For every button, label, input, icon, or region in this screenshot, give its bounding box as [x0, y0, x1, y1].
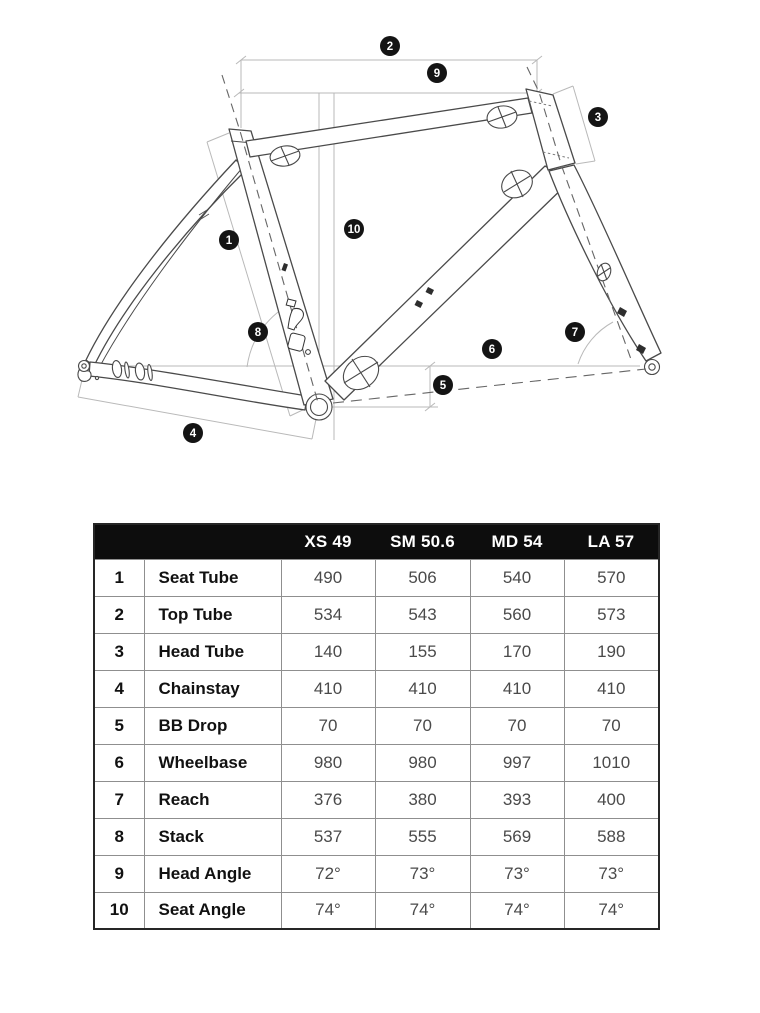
dimension-label: Head Angle [144, 855, 281, 892]
svg-text:8: 8 [254, 327, 262, 340]
value-cell: 980 [281, 744, 375, 781]
row-number: 3 [94, 633, 144, 670]
value-cell: 74° [281, 892, 375, 929]
callout-6 [482, 339, 502, 359]
bottom-bracket-inner [311, 399, 328, 416]
value-cell: 410 [470, 670, 564, 707]
callout-7 [565, 322, 585, 342]
dimension-label: Top Tube [144, 596, 281, 633]
header-size-md: MD 54 [470, 524, 564, 559]
table-header [94, 524, 659, 559]
value-cell: 70 [564, 707, 659, 744]
value-cell: 410 [375, 670, 470, 707]
value-cell: 980 [375, 744, 470, 781]
row-number: 1 [94, 559, 144, 596]
value-cell: 490 [281, 559, 375, 596]
table-row [94, 707, 659, 744]
table-row [94, 744, 659, 781]
dimension-label: Stack [144, 818, 281, 855]
row-number: 8 [94, 818, 144, 855]
frame-diagram [0, 0, 760, 505]
svg-text:10: 10 [347, 224, 361, 237]
header-size-sm: SM 50.6 [375, 524, 470, 559]
row-number: 7 [94, 781, 144, 818]
rear-axle [82, 364, 86, 368]
value-cell: 74° [470, 892, 564, 929]
header-size-xs: XS 49 [281, 524, 375, 559]
table-row [94, 559, 659, 596]
dimension-label: Wheelbase [144, 744, 281, 781]
callout-1 [219, 230, 239, 250]
value-cell: 588 [564, 818, 659, 855]
value-cell: 70 [281, 707, 375, 744]
table-row [94, 855, 659, 892]
header-blank-label [144, 524, 281, 559]
table-row [94, 781, 659, 818]
value-cell: 73° [375, 855, 470, 892]
svg-text:5: 5 [439, 380, 447, 393]
value-cell: 155 [375, 633, 470, 670]
value-cell: 190 [564, 633, 659, 670]
value-cell: 140 [281, 633, 375, 670]
table-row [94, 596, 659, 633]
value-cell: 537 [281, 818, 375, 855]
seat-stay [86, 160, 246, 366]
svg-text:1: 1 [225, 235, 233, 248]
callout-10 [344, 219, 364, 239]
dimension-label: Seat Angle [144, 892, 281, 929]
value-cell: 560 [470, 596, 564, 633]
row-number: 4 [94, 670, 144, 707]
value-cell: 376 [281, 781, 375, 818]
row-number: 5 [94, 707, 144, 744]
svg-text:6: 6 [488, 344, 496, 357]
value-cell: 410 [564, 670, 659, 707]
svg-text:9: 9 [433, 68, 441, 81]
hanger-bolt [95, 376, 98, 379]
row-number: 2 [94, 596, 144, 633]
value-cell: 997 [470, 744, 564, 781]
dimension-label: Head Tube [144, 633, 281, 670]
value-cell: 400 [564, 781, 659, 818]
value-cell: 393 [470, 781, 564, 818]
callout-3 [588, 107, 608, 127]
callout-5 [433, 375, 453, 395]
header-size-la: LA 57 [564, 524, 659, 559]
row-number: 10 [94, 892, 144, 929]
value-cell: 555 [375, 818, 470, 855]
value-cell: 1010 [564, 744, 659, 781]
table-row [94, 818, 659, 855]
geometry-table [93, 523, 660, 930]
row-number: 6 [94, 744, 144, 781]
value-cell: 74° [564, 892, 659, 929]
header-row [94, 524, 659, 559]
value-cell: 506 [375, 559, 470, 596]
dimension-label: Seat Tube [144, 559, 281, 596]
value-cell: 534 [281, 596, 375, 633]
value-cell: 74° [375, 892, 470, 929]
row-number: 9 [94, 855, 144, 892]
dimension-label: Chainstay [144, 670, 281, 707]
value-cell: 70 [470, 707, 564, 744]
value-cell: 543 [375, 596, 470, 633]
front-axle [649, 364, 655, 370]
value-cell: 380 [375, 781, 470, 818]
value-cell: 570 [564, 559, 659, 596]
header-blank-num [94, 524, 144, 559]
dimension-label: BB Drop [144, 707, 281, 744]
svg-text:2: 2 [386, 41, 394, 54]
table-row [94, 633, 659, 670]
value-cell: 569 [470, 818, 564, 855]
callout-8 [248, 322, 268, 342]
geometry-table-section [93, 523, 658, 930]
value-cell: 410 [281, 670, 375, 707]
value-cell: 72° [281, 855, 375, 892]
table-row [94, 892, 659, 929]
table-body [94, 559, 659, 929]
callout-9 [427, 63, 447, 83]
dimension-label: Reach [144, 781, 281, 818]
svg-text:3: 3 [594, 112, 602, 125]
value-cell: 73° [564, 855, 659, 892]
value-cell: 70 [375, 707, 470, 744]
table-row [94, 670, 659, 707]
callout-2 [380, 36, 400, 56]
svg-text:7: 7 [571, 327, 579, 340]
value-cell: 170 [470, 633, 564, 670]
value-cell: 573 [564, 596, 659, 633]
value-cell: 73° [470, 855, 564, 892]
callout-4 [183, 423, 203, 443]
value-cell: 540 [470, 559, 564, 596]
svg-text:4: 4 [189, 428, 197, 441]
